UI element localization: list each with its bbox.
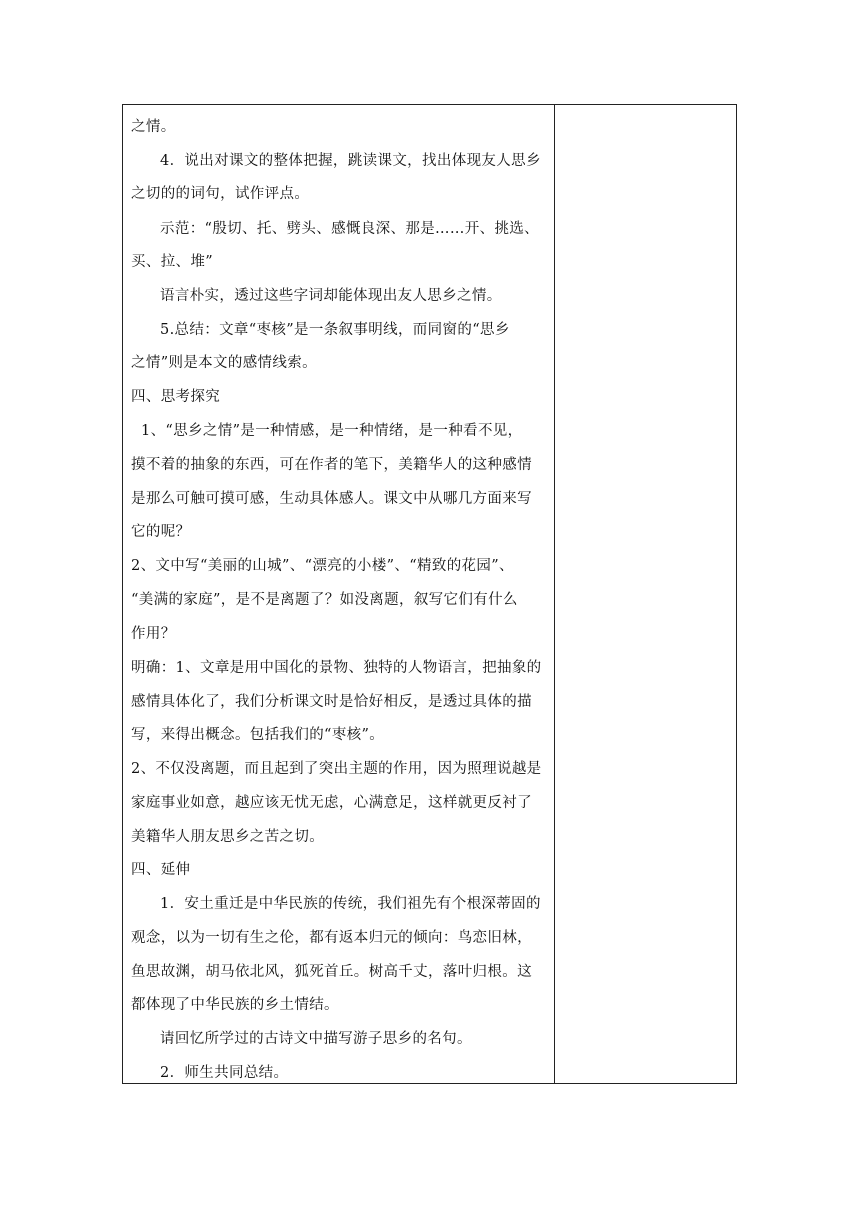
lesson-content-cell xyxy=(123,105,555,1083)
section-heading: 四、思考探究 xyxy=(131,389,221,405)
text-line: 摸不着的抽象的东西，可在作者的笔下，美籍华人的这种感情 xyxy=(131,457,532,473)
lesson-table xyxy=(122,104,737,1084)
text-line: 2、不仅没离题，而且起到了突出主题的作用，因为照理说越是 xyxy=(131,761,542,777)
text-line: 它的呢？ xyxy=(131,524,191,540)
text-line: 示范：“殷切、托、劈头、感慨良深、那是……开、挑选、 xyxy=(160,221,540,237)
text-line: “美满的家庭”，是不是离题了？如没离题，叙写它们有什么 xyxy=(131,592,518,608)
text-line: 写，来得出概念。包括我们的“枣核”。 xyxy=(131,727,385,743)
text-line: 美籍华人朋友思乡之苦之切。 xyxy=(131,829,325,845)
text-line: 观念，以为一切有生之伦，都有返本归元的倾向：鸟恋旧林， xyxy=(131,930,532,946)
notes-cell xyxy=(555,105,736,1083)
text-line: 2、文中写“美丽的山城”、“漂亮的小楼”、“精致的花园”、 xyxy=(131,558,514,574)
text-line: 之情。 xyxy=(131,119,176,135)
text-line: 1、“思乡之情”是一种情感，是一种情绪，是一种看不见， xyxy=(141,423,523,439)
text-line: 之切的的词句，试作评点。 xyxy=(131,186,310,202)
text-line: 1．安土重迁是中华民族的传统，我们祖先有个根深蒂固的 xyxy=(160,896,541,912)
text-line: 4．说出对课文的整体把握，跳读课文，找出体现友人思乡 xyxy=(160,153,541,169)
text-line: 语言朴实，透过这些字词却能体现出友人思乡之情。 xyxy=(160,288,502,304)
text-line: 明确：1、文章是用中国化的景物、独特的人物语言，把抽象的 xyxy=(131,660,542,676)
text-line: 作用？ xyxy=(131,626,176,642)
text-line: 之情”则是本文的感情线索。 xyxy=(131,355,317,371)
text-line: 是那么可触可摸可感，生动具体感人。课文中从哪几方面来写 xyxy=(131,491,532,507)
text-line: 都体现了中华民族的乡土情结。 xyxy=(131,997,339,1013)
text-line: 买、拉、堆” xyxy=(131,254,214,270)
text-line: 2．师生共同总结。 xyxy=(160,1065,289,1081)
text-line: 请回忆所学过的古诗文中描写游子思乡的名句。 xyxy=(160,1031,472,1047)
text-line: 鱼思故渊，胡马依北风，狐死首丘。树高千丈，落叶归根。这 xyxy=(131,964,532,980)
text-line: 家庭事业如意，越应该无忧无虑，心满意足，这样就更反衬了 xyxy=(131,795,532,811)
text-line: 5.总结：文章“枣核”是一条叙事明线，而同窗的“思乡 xyxy=(160,322,510,338)
section-heading: 四、延伸 xyxy=(131,862,191,878)
text-line: 感情具体化了，我们分析课文时是恰好相反，是透过具体的描 xyxy=(131,694,532,710)
